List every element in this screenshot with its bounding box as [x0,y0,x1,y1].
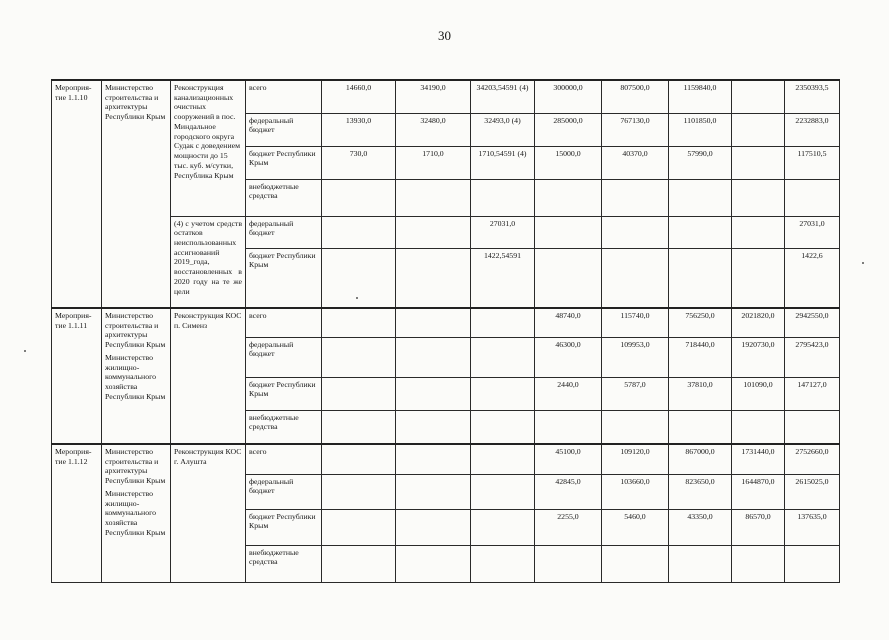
description-cell: Реконструкция канализационных очистных сооружений в пос. Миндальное городского округа Судак с доведением мощности до 15 тыс. куб. м/сутки, Республика Крым [171,80,246,216]
amount-cell [396,377,471,410]
amount-cell: 40370,0 [602,146,669,179]
amount-cell: 5460,0 [602,509,669,545]
funding-source-cell: федеральный бюджет [246,474,322,509]
funding-source-cell: внебюджетные средства [246,545,322,582]
amount-cell: 109120,0 [602,444,669,474]
executor-name: Министерство строительства и архитектуры Республики Крым [105,311,166,350]
amount-cell [322,444,396,474]
amount-cell: 2942550,0 [785,308,840,337]
amount-cell [669,179,732,216]
amount-cell [322,410,396,444]
funding-source-cell: внебюджетные средства [246,410,322,444]
amount-cell: 767130,0 [602,113,669,146]
table-row [52,444,840,474]
amount-cell [396,545,471,582]
amount-cell [471,308,535,337]
amount-cell [471,509,535,545]
amount-cell: 14660,0 [322,80,396,113]
funding-source-cell: всего [246,444,322,474]
amount-cell [669,410,732,444]
amount-cell [471,474,535,509]
amount-cell [535,410,602,444]
amount-cell [732,216,785,248]
amount-cell [602,179,669,216]
amount-cell [396,337,471,377]
amount-cell [396,248,471,308]
funding-source-cell: федеральный бюджет [246,216,322,248]
amount-cell: 2255,0 [535,509,602,545]
amount-cell: 115740,0 [602,308,669,337]
table-row [52,80,840,113]
executor-cell [102,444,171,582]
amount-cell [322,474,396,509]
amount-cell [732,179,785,216]
amount-cell [396,474,471,509]
amount-cell: 48740,0 [535,308,602,337]
amount-cell: 2021820,0 [732,308,785,337]
amount-cell: 1159840,0 [669,80,732,113]
amount-cell [471,179,535,216]
funding-source-cell: бюджет Республики Крым [246,248,322,308]
amount-cell: 1101850,0 [669,113,732,146]
executor-name: Министерство строительства и архитектуры Республики Крым [105,447,166,486]
amount-cell [535,179,602,216]
amount-cell [535,545,602,582]
funding-source-cell: федеральный бюджет [246,113,322,146]
amount-cell [732,146,785,179]
amount-cell [732,80,785,113]
scan-speck [24,350,26,352]
budget-table [51,79,840,583]
amount-cell [732,410,785,444]
event-id-cell: Мероприя-тие 1.1.11 [52,308,102,444]
amount-cell: 1644870,0 [732,474,785,509]
executor-name: Министерство жилищно-коммунального хозяйства Республики Крым [105,352,166,401]
amount-cell: 1422,54591 [471,248,535,308]
amount-cell [322,545,396,582]
table-row [52,308,840,337]
amount-cell [471,410,535,444]
amount-cell [396,308,471,337]
amount-cell: 300000,0 [535,80,602,113]
table-row [52,216,840,248]
amount-cell: 2232883,0 [785,113,840,146]
footnote-cell: (4) с учетом средств остатков неиспользованных ассигнований 2019_года, восстановленных в 2020 году на те же цели [171,216,246,308]
scan-speck [356,297,358,299]
amount-cell: 2350393,5 [785,80,840,113]
amount-cell [785,410,840,444]
amount-cell: 117510,5 [785,146,840,179]
amount-cell: 1731440,0 [732,444,785,474]
amount-cell [732,545,785,582]
amount-cell [396,216,471,248]
amount-cell: 86570,0 [732,509,785,545]
amount-cell [322,308,396,337]
amount-cell [471,337,535,377]
amount-cell: 1920730,0 [732,337,785,377]
funding-source-cell: бюджет Республики Крым [246,377,322,410]
amount-cell: 2615025,0 [785,474,840,509]
executor-cell [102,80,171,308]
amount-cell [535,216,602,248]
amount-cell: 2440,0 [535,377,602,410]
amount-cell: 101090,0 [732,377,785,410]
description-cell: Реконструкция КОС п. Сименз [171,308,246,444]
amount-cell [396,410,471,444]
amount-cell: 285000,0 [535,113,602,146]
amount-cell [785,179,840,216]
executor-name: Министерство строительства и архитектуры Республики Крым [105,83,166,122]
amount-cell: 718440,0 [669,337,732,377]
funding-source-cell: всего [246,80,322,113]
amount-cell: 2752660,0 [785,444,840,474]
amount-cell [396,509,471,545]
funding-source-cell: бюджет Республики Крым [246,146,322,179]
amount-cell [322,337,396,377]
funding-source-cell: федеральный бюджет [246,337,322,377]
amount-cell: 109953,0 [602,337,669,377]
amount-cell: 5787,0 [602,377,669,410]
amount-cell: 13930,0 [322,113,396,146]
amount-cell [669,545,732,582]
amount-cell [471,444,535,474]
amount-cell [732,113,785,146]
amount-cell: 57990,0 [669,146,732,179]
amount-cell: 2795423,0 [785,337,840,377]
amount-cell: 1710,54591 (4) [471,146,535,179]
executor-name: Министерство жилищно-коммунального хозяйства Республики Крым [105,488,166,537]
amount-cell: 867000,0 [669,444,732,474]
funding-source-cell: бюджет Республики Крым [246,509,322,545]
funding-source-cell: всего [246,308,322,337]
amount-cell [602,248,669,308]
amount-cell: 37810,0 [669,377,732,410]
amount-cell [471,545,535,582]
amount-cell [322,248,396,308]
amount-cell: 46300,0 [535,337,602,377]
executor-cell [102,308,171,444]
amount-cell: 147127,0 [785,377,840,410]
amount-cell: 807500,0 [602,80,669,113]
amount-cell [396,179,471,216]
amount-cell: 27031,0 [785,216,840,248]
amount-cell [602,216,669,248]
amount-cell: 137635,0 [785,509,840,545]
amount-cell [322,179,396,216]
amount-cell: 730,0 [322,146,396,179]
amount-cell: 32493,0 (4) [471,113,535,146]
amount-cell: 42845,0 [535,474,602,509]
amount-cell [535,248,602,308]
scan-speck [862,262,864,264]
amount-cell [322,216,396,248]
funding-source-cell: внебюджетные средства [246,179,322,216]
amount-cell: 1710,0 [396,146,471,179]
amount-cell [732,248,785,308]
amount-cell [322,509,396,545]
amount-cell: 15000,0 [535,146,602,179]
amount-cell [471,377,535,410]
amount-cell: 756250,0 [669,308,732,337]
description-cell: Реконструкция КОС г. Алушта [171,444,246,582]
amount-cell [602,410,669,444]
page-number: 30 [438,28,451,43]
amount-cell [669,248,732,308]
amount-cell: 27031,0 [471,216,535,248]
event-id-cell: Мероприя-тие 1.1.12 [52,444,102,582]
amount-cell: 103660,0 [602,474,669,509]
amount-cell [602,545,669,582]
amount-cell: 34203,54591 (4) [471,80,535,113]
amount-cell [322,377,396,410]
amount-cell: 34190,0 [396,80,471,113]
amount-cell [785,545,840,582]
event-id-cell: Мероприя-тие 1.1.10 [52,80,102,308]
amount-cell [669,216,732,248]
amount-cell: 1422,6 [785,248,840,308]
amount-cell: 45100,0 [535,444,602,474]
amount-cell: 823650,0 [669,474,732,509]
amount-cell: 43350,0 [669,509,732,545]
amount-cell: 32480,0 [396,113,471,146]
amount-cell [396,444,471,474]
